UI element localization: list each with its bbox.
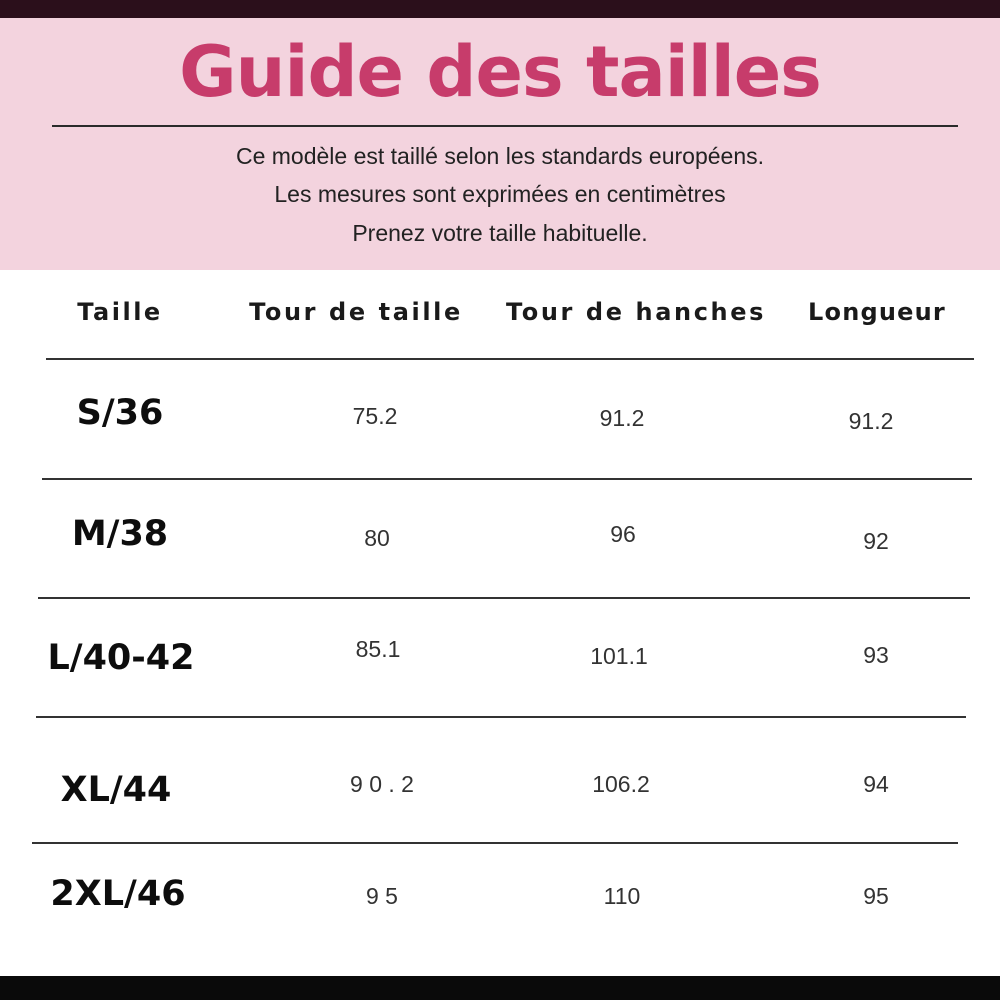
hips-value: 110 [603, 883, 641, 909]
row-divider [38, 597, 970, 599]
length-value: 93 [863, 642, 889, 668]
subtitle-line-standards: Ce modèle est taillé selon les standards européens. [235, 143, 765, 169]
hips-value: 101.1 [590, 643, 648, 669]
size-label: L/40-42 [47, 638, 195, 678]
waist-value: 75.2 [352, 403, 398, 429]
waist-value: 80 [364, 525, 390, 551]
size-label: XL/44 [60, 770, 172, 810]
length-value: 92 [863, 528, 889, 554]
subtitle-line-advice: Prenez votre taille habituelle. [352, 220, 648, 246]
waist-value: 9 0 . 2 [350, 771, 414, 797]
hips-value: 106.2 [592, 771, 650, 797]
length-value: 91.2 [848, 408, 894, 434]
column-header-waist: Tour de taille [249, 298, 463, 326]
row-divider [42, 478, 972, 480]
row-divider [46, 358, 974, 360]
top-bar [0, 0, 1000, 18]
column-header-size: Taille [77, 298, 163, 326]
waist-value: 85.1 [355, 636, 401, 662]
hips-value: 96 [610, 521, 636, 547]
bottom-bar [0, 976, 1000, 1000]
column-header-length: Longueur [808, 298, 946, 326]
hips-value: 91.2 [599, 405, 645, 431]
header-banner [0, 18, 1000, 270]
subtitle-line-units: Les mesures sont exprimées en centimètres [274, 181, 726, 207]
size-label: 2XL/46 [50, 874, 186, 914]
waist-value: 9 5 [366, 883, 398, 909]
header-divider [52, 125, 958, 127]
column-header-hips: Tour de hanches [505, 298, 766, 326]
length-value: 95 [863, 883, 889, 909]
row-divider [36, 716, 966, 718]
page-title: Guide des tailles [179, 31, 821, 113]
row-divider [32, 842, 958, 844]
size-label: M/38 [71, 514, 169, 554]
length-value: 94 [863, 771, 889, 797]
size-label: S/36 [76, 393, 164, 433]
